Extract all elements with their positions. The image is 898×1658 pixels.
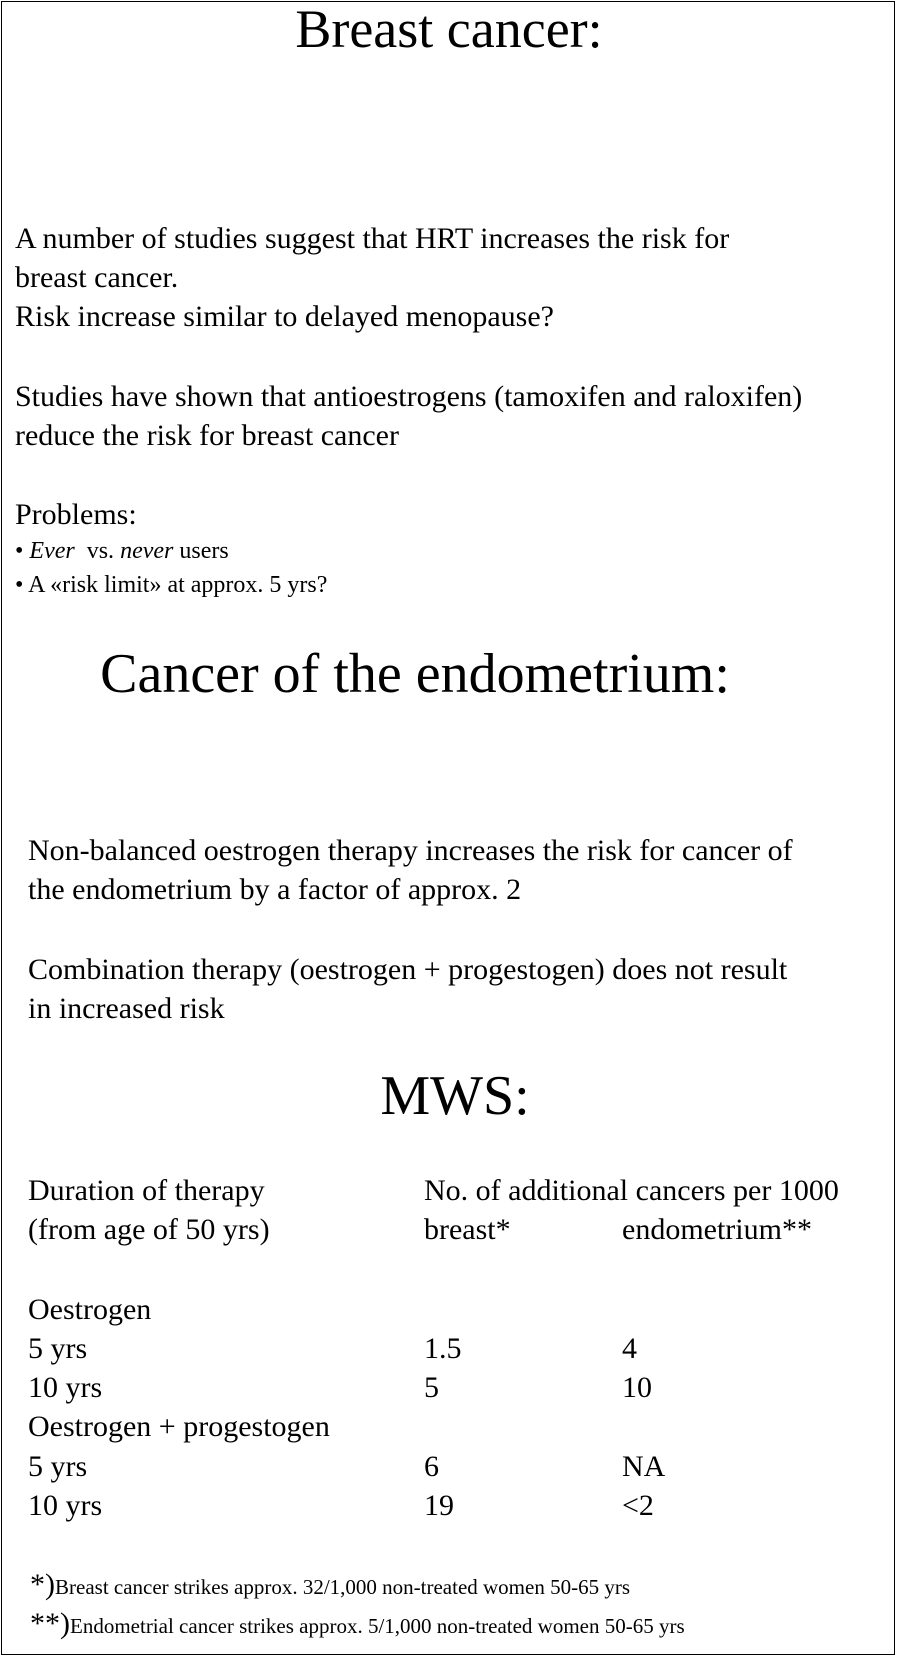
breast-para1-line1: A number of studies suggest that HRT increases the risk for [15,222,730,255]
table-cell-endometrium: <2 [622,1489,654,1522]
problem-bullet-risk-limit [15,573,327,597]
bullet-marker: • [15,572,24,598]
group-label-oestrogen: Oestrogen [28,1293,152,1326]
users-text: users [179,538,229,564]
breast-para2-line2: reduce the risk for breast cancer [15,419,399,452]
header-duration-line2: (from age of 50 yrs) [28,1213,270,1246]
table-cell-breast: 1.5 [424,1332,462,1365]
bullet-marker: • [15,538,24,564]
vs-text: vs. [86,538,115,564]
table-cell-duration: 5 yrs [28,1450,88,1483]
group-label-oestrogen-progestogen: Oestrogen + progestogen [28,1410,330,1443]
footnote-text: Endometrial cancer strikes approx. 5/1,000 non-treated women 50-65 yrs [70,1614,685,1638]
endometrium-para1-line1: Non-balanced oestrogen therapy increases the risk for cancer of [28,834,793,867]
problems-heading: Problems: [15,498,137,531]
breast-para1-line2: breast cancer. [15,261,179,294]
table-cell-endometrium: NA [622,1450,666,1483]
header-additional-cancers: No. of additional cancers per 1000 [424,1174,839,1207]
endometrium-para2-line1: Combination therapy (oestrogen + progestogen) does not result [28,953,788,986]
table-cell-endometrium: 4 [622,1332,637,1365]
header-duration-line1: Duration of therapy [28,1174,265,1207]
header-breast: breast* [424,1213,511,1246]
risk-limit-text: A «risk limit» at approx. 5 yrs? [28,572,328,598]
footnote-mark: *) [30,1568,55,1601]
never-text: never [120,538,174,564]
header-endometrium: endometrium** [622,1213,812,1246]
table-cell-breast: 5 [424,1371,439,1404]
mws-title: MWS: [380,1065,530,1127]
breast-cancer-title: Breast cancer: [295,0,603,59]
endometrium-para1-line2: the endometrium by a factor of approx. 2 [28,873,522,906]
table-cell-breast: 6 [424,1450,439,1483]
endometrium-title: Cancer of the endometrium: [100,643,730,705]
table-cell-endometrium: 10 [622,1371,652,1404]
table-cell-duration: 5 yrs [28,1332,88,1365]
problem-bullet-ever-never [15,539,229,563]
footnote-mark: **) [30,1607,70,1640]
footnote-endometrium [30,1609,685,1639]
footnote-text: Breast cancer strikes approx. 32/1,000 non-treated women 50-65 yrs [55,1575,630,1599]
table-cell-duration: 10 yrs [28,1489,103,1522]
endometrium-para2-line2: in increased risk [28,992,225,1025]
breast-para2-line1: Studies have shown that antioestrogens (tamoxifen and raloxifen) [15,380,803,413]
footnote-breast [30,1570,630,1600]
breast-para1-line3: Risk increase similar to delayed menopause? [15,300,554,333]
ever-text: Ever [29,538,75,564]
table-cell-duration: 10 yrs [28,1371,103,1404]
table-cell-breast: 19 [424,1489,454,1522]
